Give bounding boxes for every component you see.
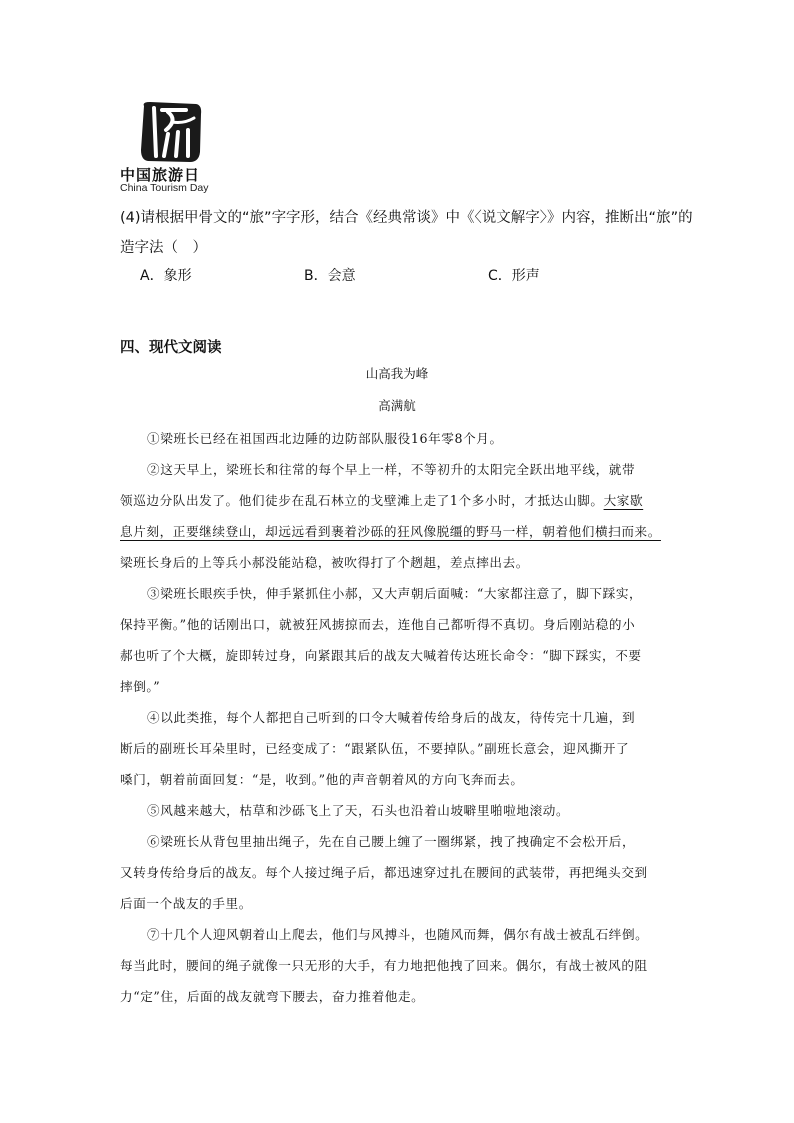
article-body (120, 423, 685, 1012)
paragraph-line: ①梁班长已经在祖国西北边陲的边防部队服役16年零8个月。 (147, 431, 503, 446)
paragraph-line: 保持平衡。”他的话刚出口，就被狂风掳掠而去，连他自己都听得不真切。身后刚站稳的小 (120, 617, 636, 632)
paragraph-line: 摔倒。” (120, 679, 161, 694)
paragraph-line: 力“定”住，后面的战友就弯下腰去，奋力推着他走。 (120, 989, 425, 1004)
paragraph-2 (120, 454, 685, 578)
logo-english-text: China Tourism Day (120, 182, 209, 194)
paragraph-line: ⑤风越来越大，枯草和沙砾飞上了天，石头也沿着山坡噼里啪啦地滚动。 (147, 803, 570, 818)
logo-chinese-text: 中国旅游日 (120, 166, 201, 184)
article-title: 山高我为峰 (365, 366, 429, 381)
section-heading: 四、现代文阅读 (120, 340, 222, 356)
paragraph-line (120, 485, 685, 516)
paragraph-5 (120, 795, 685, 826)
article-author: 高满航 (378, 398, 416, 413)
china-tourism-day-logo (120, 100, 225, 195)
paragraph-line: 每当此时，腰间的绳子就像一只无形的大手，有力地把他拽了回来。偶尔，有战士被风的阻 (120, 958, 648, 973)
paragraph-line: ⑦十几个人迎风朝着山上爬去，他们与风搏斗，也随风而舞，偶尔有战士被乱石绊倒。 (147, 927, 649, 942)
paragraph-4 (120, 702, 685, 795)
paragraph-line: ④以此类推，每个人都把自己听到的口令大喊着传给身后的战友，待传完十几遍，到 (147, 710, 636, 725)
paragraph-line: ②这天早上，梁班长和往常的每个早上一样，不等初升的太阳完全跃出地平线，就带 (147, 462, 636, 477)
option-c: C．形声 (488, 268, 540, 284)
question-4 (120, 203, 693, 263)
option-b: B．会意 (304, 268, 356, 284)
paragraph-line: 又转身传给身后的战友。每个人接过绳子后，都迅速穿过扎在腰间的武装带，再把绳头交到 (120, 865, 648, 880)
question-4-options (140, 265, 680, 293)
option-a: A．象形 (140, 268, 192, 284)
paragraph-line: ⑥梁班长从背包里抽出绳子，先在自己腰上缠了一圈绑紧，拽了拽确定不会松开后， (147, 834, 636, 849)
paragraph-line: ③梁班长眼疾手快，伸手紧抓住小郝，又大声朝后面喊：“大家都注意了，脚下踩实， (147, 586, 643, 601)
paragraph-line: 郝也听了个大概，旋即转过身，向紧跟其后的战友大喊着传达班长命令：“脚下踩实，不要 (120, 648, 642, 663)
paragraph-7 (120, 919, 685, 1012)
paragraph-3 (120, 578, 685, 702)
paragraph-line: 梁班长身后的上等兵小郝没能站稳，被吹得打了个趔趄，差点摔出去。 (120, 555, 530, 570)
question-4-line-2: 造字法（ ） (120, 240, 207, 256)
oracle-bone-lu-icon (138, 100, 204, 164)
underlined-paragraph-line: 息片刻，正要继续登山，却远远看到裹着沙砾的狂风像脱缰的野马一样，朝着他们横扫而来。 (120, 524, 661, 539)
question-4-line-1: (4)请根据甲骨文的“旅”字字形，结合《经典常谈》中《〈说文解字〉》内容，推断出“旅”的 (120, 210, 693, 226)
paragraph-line: 后面一个战友的手里。 (120, 896, 252, 911)
paragraph-6 (120, 826, 685, 919)
underlined-text: 大家歇 (603, 493, 644, 508)
paragraph-line: 嗓门，朝着前面回复：“是，收到。”他的声音朝着风的方向飞奔而去。 (120, 772, 524, 787)
paragraph-line-text: 领巡边分队出发了。他们徒步在乱石林立的戈壁滩上走了1个多小时，才抵达山脚。 (120, 493, 604, 508)
paragraph-line: 断后的副班长耳朵里时，已经变成了：“跟紧队伍，不要掉队。”副班长意会，迎风撕开了 (120, 741, 630, 756)
paragraph-1 (120, 423, 685, 454)
